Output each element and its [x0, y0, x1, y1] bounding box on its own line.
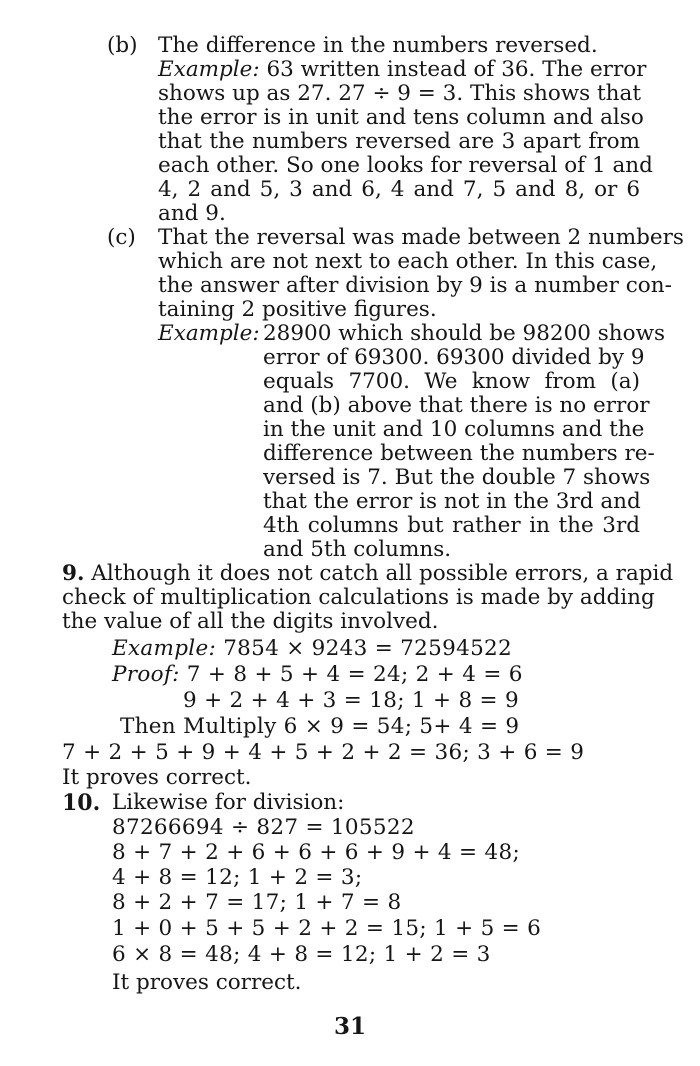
section-10-line: 4 + 8 = 12; 1 + 2 = 3; — [112, 865, 363, 890]
item-b-line: shows up as 27. 27 ÷ 9 = 3. This shows that — [158, 81, 641, 106]
section-10-conclusion: It proves correct. — [112, 970, 302, 995]
item-b-line: each other. So one looks for reversal of 1 and — [158, 153, 653, 178]
section-10-intro: Likewise for division: — [112, 790, 345, 815]
item-c-line: taining 2 positive figures. — [158, 297, 437, 322]
item-b-line: that the numbers reversed are 3 apart from — [158, 129, 640, 154]
section-10-line: 6 × 8 = 48; 4 + 8 = 12; 1 + 2 = 3 — [112, 942, 491, 967]
item-b-line: and 9. — [158, 201, 226, 226]
item-c-example-line: and (b) above that there is no error — [263, 393, 650, 418]
page-number: 31 — [333, 1013, 366, 1040]
section-10-line: 1 + 0 + 5 + 5 + 2 + 2 = 15; 1 + 5 = 6 — [112, 916, 542, 941]
section-10-line: 8 + 2 + 7 = 17; 1 + 7 = 8 — [112, 890, 402, 915]
item-c-example-line: difference between the numbers re- — [263, 441, 655, 466]
section-9-example-label: Example: — [112, 636, 217, 661]
section-10-line: 87266694 ÷ 827 = 105522 — [112, 815, 415, 840]
item-c-example-line: 28900 which should be 98200 shows — [263, 321, 666, 346]
item-c-example-line: that the error is not in the 3rd and — [263, 489, 641, 514]
section-9-line: check of multiplication calculations is made by adding — [62, 585, 655, 610]
item-c-marker: (c) — [107, 225, 136, 250]
item-c-example-line: error of 69300. 69300 divided by 9 — [263, 345, 645, 370]
section-9-conclusion: It proves correct. — [62, 765, 252, 790]
item-c-line: the answer after division by 9 is a number con- — [158, 273, 672, 298]
section-9-multiply-line: Then Multiply 6 × 9 = 54; 5+ 4 = 9 — [120, 714, 520, 739]
item-c-example-line: versed is 7. But the double 7 shows — [263, 465, 651, 490]
item-c-example-line: equals 7700. We know from (a) — [263, 369, 640, 394]
item-b-example-line: Example: 63 written instead of 36. The error — [158, 57, 647, 82]
section-9-number: 9. — [62, 561, 85, 586]
section-10-line: 8 + 7 + 2 + 6 + 6 + 6 + 9 + 4 = 48; — [112, 840, 520, 865]
item-c-line: That the reversal was made between 2 numbers — [158, 225, 684, 250]
section-9-example: Example: 7854 × 9243 = 72594522 — [112, 636, 513, 661]
item-b-line: the error is in unit and tens column and also — [158, 105, 644, 130]
item-c-example-line: 4th columns but rather in the 3rd — [263, 513, 640, 538]
section-9-sum-line: 7 + 2 + 5 + 9 + 4 + 5 + 2 + 2 = 36; 3 + 6 = 9 — [62, 740, 585, 765]
item-c-example-line: and 5th columns. — [263, 537, 452, 562]
section-9-proof-line: 9 + 2 + 4 + 3 = 18; 1 + 8 = 9 — [183, 688, 519, 713]
section-9-line: the value of all the digits involved. — [62, 609, 439, 634]
section-10-number: 10. — [62, 790, 101, 816]
item-b-example-label: Example: — [158, 57, 260, 82]
item-c-example-label: Example: — [158, 321, 260, 346]
section-9-proof-label: Proof: — [112, 662, 180, 687]
section-9-proof-line: Proof: 7 + 8 + 5 + 4 = 24; 2 + 4 = 6 — [112, 662, 523, 687]
item-b-heading: The difference in the numbers reversed. — [158, 33, 598, 58]
item-c-example-line: in the unit and 10 columns and the — [263, 417, 645, 442]
item-c-line: which are not next to each other. In this case, — [158, 249, 658, 274]
section-9-line: 9. Although it does not catch all possible errors, a rapid — [62, 561, 674, 586]
item-b-line: 4, 2 and 5, 3 and 6, 4 and 7, 5 and 8, or 6 — [158, 177, 640, 202]
item-b-marker: (b) — [107, 33, 138, 58]
